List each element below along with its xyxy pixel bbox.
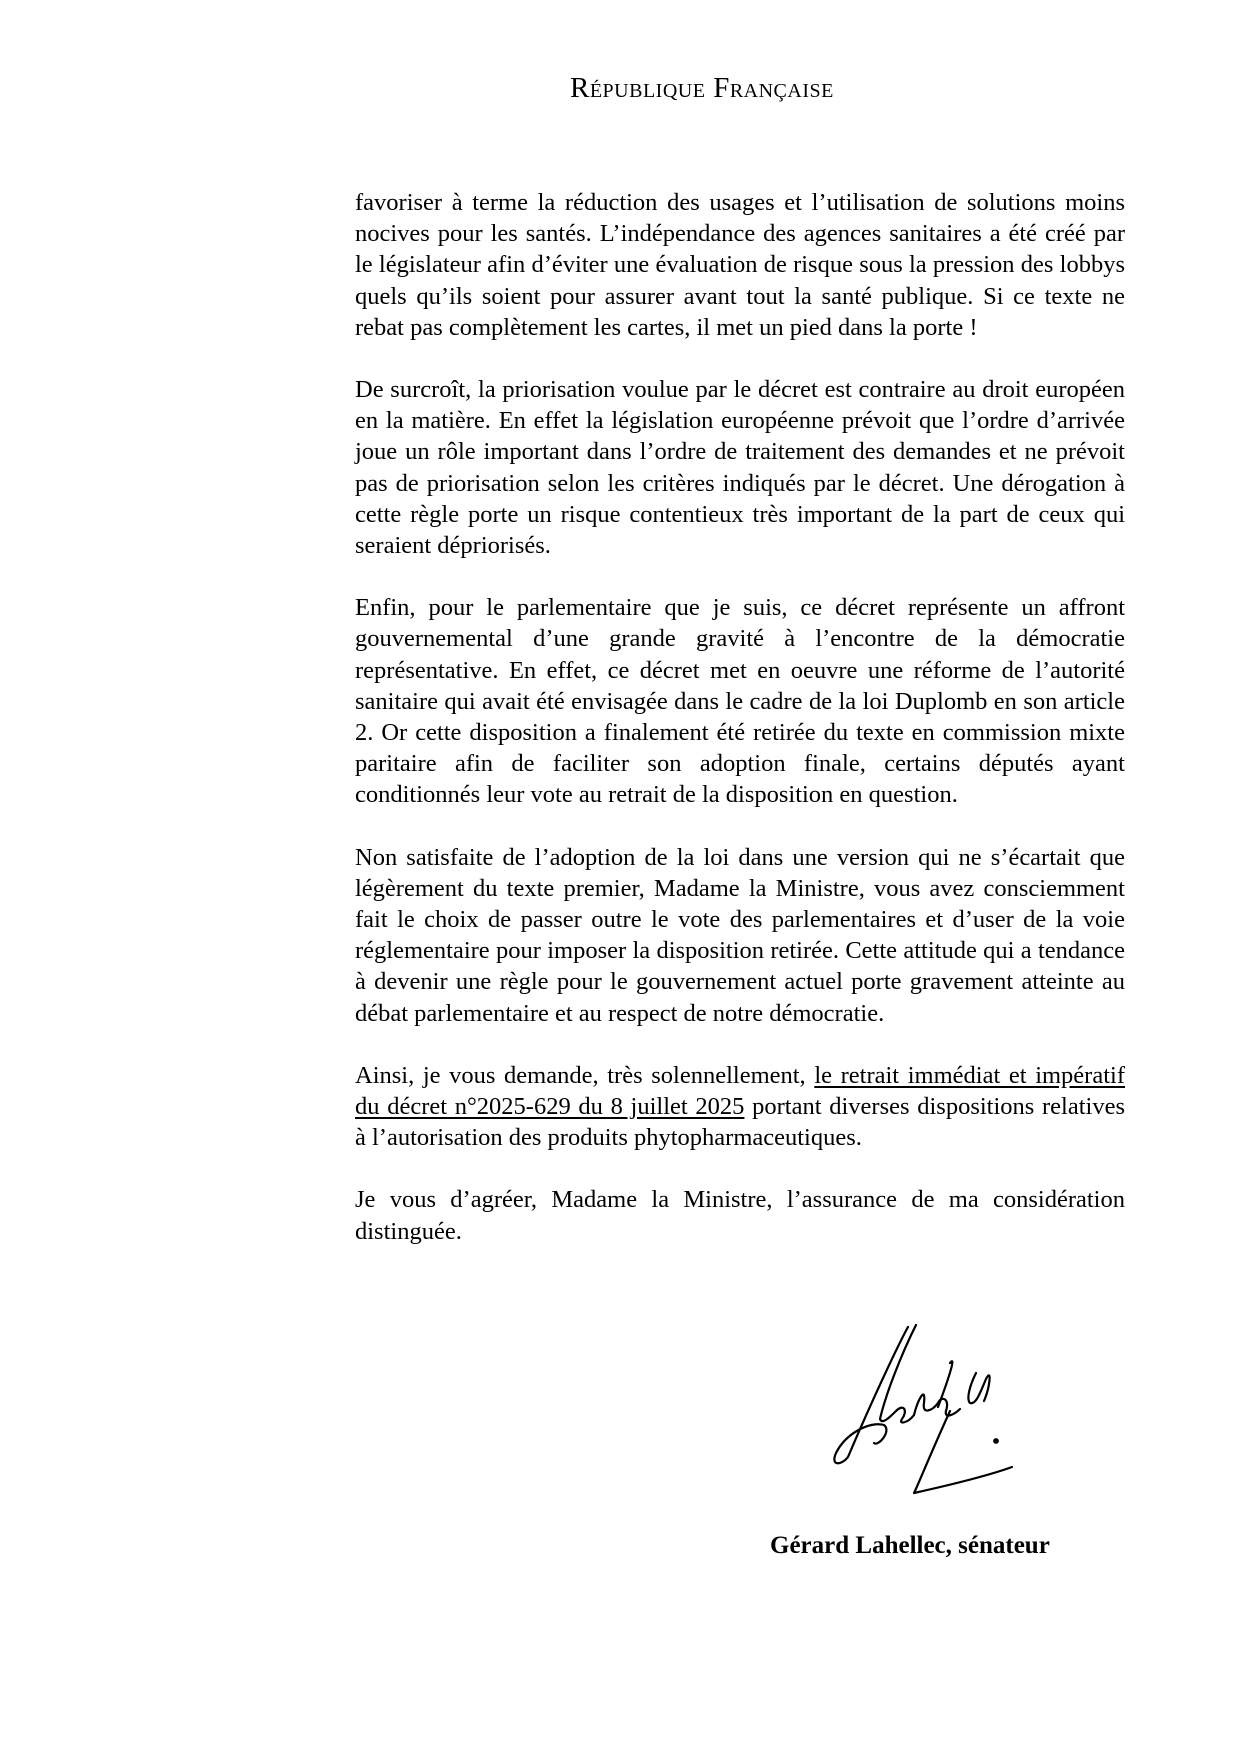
paragraph-2: De surcroît, la priorisation voulue par le décret est contraire au droit européen en la matière. En effet la législation européenne prévoit que l’ordre d’arrivée joue un rôle important dans l’ordre de traitement des demandes et ne prévoit pas de priorisation selon les critères indiqués par le décret. Une dérogation à cette règle porte un risque contentieux très important de la part de ceux qui seraient dépriorisés. — [355, 376, 1125, 560]
paragraph-5-start: Ainsi, je vous demande, très solennellement, — [355, 1061, 815, 1089]
paragraph-5-end: portant diverses dispositions relatives à l’autorisation des produits phytopharmaceutiques. — [355, 1093, 1125, 1152]
decree-reference: le retrait immédiat et impératif du décret n°2025-629 du 8 juillet 2025 — [355, 1061, 1125, 1121]
letter-body — [355, 187, 1125, 1278]
paragraph-5 — [355, 1060, 1125, 1154]
handwritten-signature — [800, 1315, 1030, 1515]
paragraph-1: favoriser à terme la réduction des usages et l’utilisation de solutions moins nocives pour les santés. L’indépendance des agences sanitaires a été créé par le législateur afin d’éviter une évaluation de risque sous la pression des lobbys quels qu’ils soient pour assurer avant tout la santé publique. Si ce texte ne rebat pas complètement les cartes, il met un pied dans la porte ! — [355, 189, 1125, 341]
page-header-title: République Française — [570, 72, 834, 104]
signer-name: Gérard Lahellec, sénateur — [770, 1532, 1050, 1559]
paragraph-3: Enfin, pour le parlementaire que je suis, ce décret représente un affront gouvernemental d’une grande gravité à l’encontre de la démocratie représentative. En effet, ce décret met en oeuvre une réforme de l’autorité sanitaire qui avait été envisagée dans le cadre de la loi Duplomb en son article 2. Or cette disposition a finalement été retirée du texte en commission mixte paritaire afin de faciliter son adoption finale, certains députés ayant conditionnés leur vote au retrait de la disposition en question. — [355, 594, 1125, 809]
closing-paragraph: Je vous d’agréer, Madame la Ministre, l’assurance de ma considération distinguée. — [355, 1186, 1125, 1245]
paragraph-4: Non satisfaite de l’adoption de la loi dans une version qui ne s’écartait que légèrement du texte premier, Madame la Ministre, vous avez consciemment fait le choix de passer outre le vote des parlementaires et d’user de la voie réglementaire pour imposer la disposition retirée. Cette attitude qui a tendance à devenir une règle pour le gouvernement actuel porte gravement atteinte au débat parlementaire et au respect de notre démocratie. — [355, 843, 1125, 1027]
